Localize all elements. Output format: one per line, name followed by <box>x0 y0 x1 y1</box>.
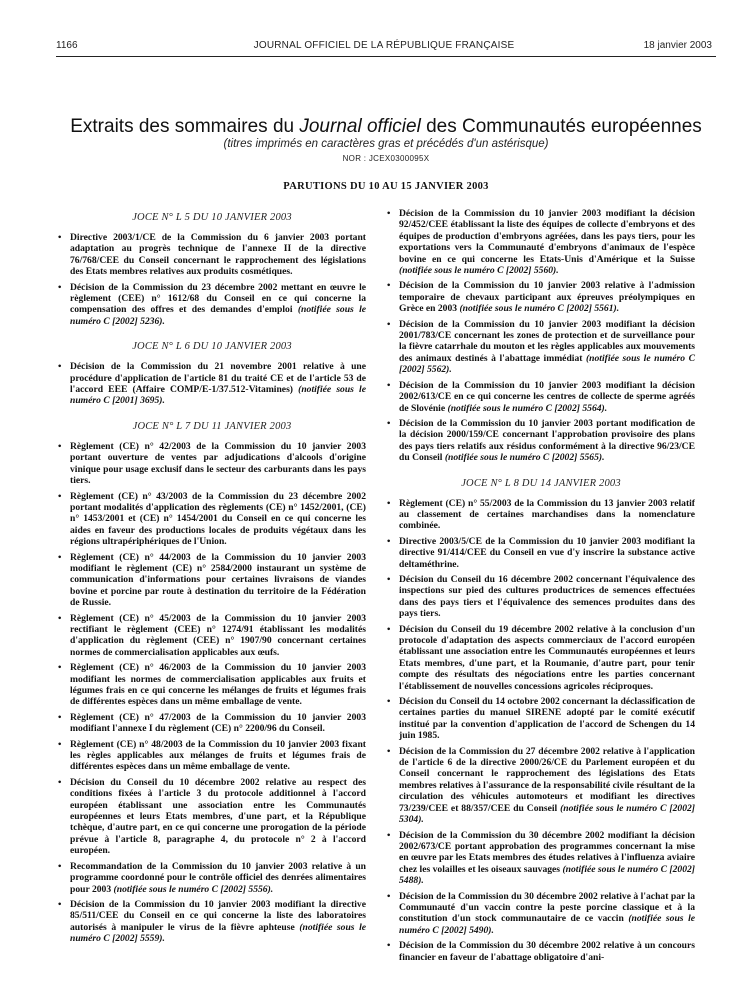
summary-entry <box>58 282 366 328</box>
entry-notification: (notifiée sous le numéro C [2002] 5565). <box>444 452 605 464</box>
entry-text: Directive 2003/5/CE de la Commission du 10 janvier 2003 modifiant la directive 91/414/CEE du Conseil en vue d'y inscrire la substance active deltaméthrine. <box>399 535 695 570</box>
right-column <box>387 208 695 967</box>
entry-notification: (notifiée sous le numéro C [2002] 5562). <box>399 352 695 376</box>
summary-entry <box>387 940 695 963</box>
summary-entry <box>387 418 695 464</box>
page-title <box>56 116 716 138</box>
summary-entry <box>387 536 695 570</box>
parutions-heading: PARUTIONS DU 10 AU 15 JANVIER 2003 <box>283 181 489 192</box>
summary-entry <box>387 746 695 826</box>
entry-text: Décision de la Commission du 10 janvier 2003 modifiant la directive 85/511/CEE du Conseil en ce qui concerne la liste des laboratoires autorisés à manipuler le virus de la fièvre aphteuse <box>70 898 366 933</box>
entry-text: Décision de la Commission du 27 décembre 2002 relative à l'application de l'article 6 de la directive 2000/26/CE du Parlement européen et du Conseil concernant le rapprochement des législations des Etats membres relatives à l'assurance de la responsabilité civile résultant de la circulation des véhicules automoteurs et modifiant les directives 73/239/CEE et 88/357/CEE du Conseil <box>399 745 695 814</box>
summary-entry <box>58 739 366 773</box>
entry-notification: (notifiée sous le numéro C [2001] 3695). <box>70 384 366 407</box>
summary-entry <box>58 361 366 407</box>
running-header <box>56 38 712 54</box>
header-rule <box>56 56 716 57</box>
summary-entry <box>387 380 695 414</box>
summary-entry <box>58 552 366 609</box>
summary-entry <box>58 613 366 659</box>
summary-entry <box>387 208 695 276</box>
joce-heading: JOCE N° L 7 DU 11 JANVIER 2003 <box>132 420 292 432</box>
entry-text: Règlement (CE) n° 43/2003 de la Commission du 23 décembre 2002 portant modalités d'application des règlements (CE) n° 1452/2001, (CE) n° 1453/2001 et (CE) n° 1454/2001 du Conseil en ce qui concerne les aides en faveur des productions locales de produits végétaux dans les régions ultrapériphériques de l'Union. <box>70 490 366 548</box>
entry-text: Décision de la Commission du 10 janvier 2003 modifiant la décision 2001/783/CE concernant les zones de protection et de surveillance pour la fièvre catarrhale du mouton et les règles applicables aux mouvements des animaux destinés à l'abattage immédiat <box>399 318 695 364</box>
entry-text: Décision du Conseil du 19 décembre 2002 relative à la conclusion d'un protocole d'adaptation des aspects commerciaux de l'accord européen établissant une association entre les Communautés européennes et leurs Etats membres, d'une part, et la Roumanie, d'autre part, pour tenir compte des résultats des négociations entre les parties concernant l'établissement de nouvelles concessions agricoles réciproques. <box>399 623 695 692</box>
page-number: 1166 <box>56 40 78 51</box>
summary-entry <box>58 491 366 548</box>
entry-text: Décision de la Commission du 23 décembre 2002 mettant en œuvre le règlement (CEE) n° 1612/68 du Conseil en ce qui concerne la compensation des offres et des demandes d'emploi <box>70 281 366 316</box>
entry-text: Règlement (CE) n° 55/2003 de la Commission du 13 janvier 2003 relatif au classement de certaines marchandises dans la nomenclature combinée. <box>399 497 695 532</box>
entry-notification: (notifiée sous le numéro C [2002] 5304). <box>399 802 695 826</box>
entry-text: Directive 2003/1/CE de la Commission du 6 janvier 2003 portant adaptation au progrès technique de l'annexe II de la directive 76/768/CEE du Conseil concernant le rapprochement des législations des Etats membres relatives aux produits cosmétiques. <box>70 232 366 278</box>
entry-notification: (notifiée sous le numéro C [2002] 5560). <box>399 265 559 277</box>
summary-entry <box>387 574 695 620</box>
summary-entry <box>58 861 366 895</box>
joce-heading: JOCE N° L 5 DU 10 JANVIER 2003 <box>132 212 292 223</box>
page-subtitle: (titres imprimés en caractères gras et précédés d'un astérisque) <box>223 138 549 150</box>
summary-entry <box>387 830 695 887</box>
joce-heading: JOCE N° L 8 DU 14 JANVIER 2003 <box>461 477 621 489</box>
entry-text: Décision de la Commission du 30 décembre 2002 relative à l'achat par la Communauté d'un vaccin contre la peste porcine classique et à la constitution d'un stock communautaire de ce vaccin <box>399 890 695 925</box>
entry-text: Décision de la Commission du 10 janvier 2003 modifiant la décision 92/452/CEE établissant la liste des équipes de collecte d'embryons et des équipes de production d'embryons agréées, dans les pays tiers, pour les exportations vers la Communauté d'embryons d'animaux de l'espèce bovine en ce qui concerne les Etats-Unis d'Amérique et la Suisse <box>399 208 695 265</box>
entry-notification: (notifiée sous le numéro C [2002] 5488). <box>399 863 696 887</box>
entry-notification: (notifiée sous le numéro C [2002] 5236). <box>70 304 366 327</box>
entry-notification: (notifiée sous le numéro C [2002] 5559). <box>70 921 366 945</box>
summary-entry <box>58 712 366 735</box>
summary-entry <box>387 696 695 742</box>
entry-text: Règlement (CE) n° 46/2003 de la Commission du 10 janvier 2003 modifiant les normes de commercialisation applicables aux fruits et légumes frais en ce qui concerne les mélanges de fruits et légumes frais de différentes espèces dans un même emballage de vente. <box>70 662 366 708</box>
entry-text: Recommandation de la Commission du 10 janvier 2003 relative à un programme coordonné pour le contrôle officiel des denrées alimentaires pour 2003 <box>70 860 366 895</box>
entry-notification: (notifiée sous le numéro C [2002] 5490). <box>399 913 695 936</box>
summary-entry <box>58 777 366 857</box>
summary-entry <box>58 662 366 708</box>
entry-text: Règlement (CE) n° 45/2003 de la Commission du 10 janvier 2003 rectifiant le règlement (CEE) n° 1274/91 établissant les modalités d'application du règlement (CEE) n° 1907/90 concernant certaines normes de commercialisation applicables aux œufs. <box>70 612 366 658</box>
summary-entry <box>58 441 366 487</box>
entry-text: Décision du Conseil du 14 octobre 2002 concernant la déclassification de certaines parties du manuel SIRENE adopté par le comité exécutif institué par la convention d'application de l'accord de Schengen du 14 juin 1985. <box>399 696 695 742</box>
joce-heading: JOCE N° L 6 DU 10 JANVIER 2003 <box>132 341 292 353</box>
entry-text: Règlement (CE) n° 44/2003 de la Commission du 10 janvier 2003 modifiant le règlement (CE) n° 2584/2000 instaurant un système de communication d'informations pour certaines livraisons de viandes bovine et porcine par route à destination du territoire de la Fédération de Russie. <box>70 551 366 609</box>
nor-reference: NOR : JCEX0300095X <box>342 154 430 163</box>
title-prefix: Extraits des sommaires du <box>70 116 300 137</box>
entry-notification: (notifiée sous le numéro C [2002] 5556). <box>113 883 274 895</box>
summary-entry <box>387 280 695 314</box>
entry-text: Règlement (CE) n° 42/2003 de la Commission du 10 janvier 2003 portant ouverture de ventes par adjudications d'alcools d'origine vinique pour usage exclusif dans le secteur des carburants dans les pays tiers. <box>70 440 366 487</box>
entry-notification: (notifiée sous le numéro C [2002] 5564). <box>447 402 608 414</box>
summary-entry <box>387 891 695 937</box>
issue-date: 18 janvier 2003 <box>643 40 712 51</box>
summary-entry <box>58 899 366 945</box>
entry-notification: (notifiée sous le numéro C [2002] 5561). <box>459 303 620 315</box>
summary-entry <box>387 319 695 376</box>
entry-text: Décision de la Commission du 10 janvier 2003 modifiant la décision 2002/613/CE en ce qui concerne les centres de collecte de sperme agréés de Slovénie <box>399 379 695 414</box>
summary-entry <box>387 624 695 692</box>
title-suffix: des Communautés européennes <box>420 116 702 137</box>
summary-entry <box>387 498 695 532</box>
entry-text: Décision de la Commission du 30 décembre 2002 relative à un concours financier en faveur de l'abattage obligatoire d'ani- <box>399 940 695 963</box>
summary-entry <box>58 232 366 278</box>
entry-text: Décision de la Commission du 21 novembre 2001 relative à une procédure d'application de l'article 81 du traité CE et de l'article 53 de l'accord EEE (Affaire COMP/E-1/37.512-Vitamines) <box>70 361 366 396</box>
title-italic: Journal officiel <box>299 116 421 137</box>
entry-text: Décision de la Commission du 10 janvier 2003 relative à l'admission temporaire de chevaux participant aux épreuves préolympiques en Grèce en 2003 <box>399 280 695 315</box>
entry-text: Décision de la Commission du 10 janvier 2003 portant modification de la décision 2000/159/CE concernant l'approbation provisoire des plans des pays tiers relatifs aux résidus conformément à la directive 96/23/CE du Conseil <box>399 417 695 464</box>
left-column <box>58 208 366 949</box>
entry-text: Décision du Conseil du 10 décembre 2002 relative au respect des conditions fixées à l'article 3 du protocole additionnel à l'accord européen établissant une association entre les Communautés européennes et leurs Etats membres, d'une part, et la République tchèque, d'autre part, en ce qui concerne une prorogation de la période prévue à l'article 8, paragraphe 4, du protocole n° 2 à l'accord européen. <box>70 776 366 857</box>
journal-title: JOURNAL OFFICIEL DE LA RÉPUBLIQUE FRANÇAISE <box>253 40 515 51</box>
entry-text: Décision du Conseil du 16 décembre 2002 concernant l'équivalence des inspections sur pied des cultures productrices de semences effectuées dans des pays tiers et l'équivalence des semences produites dans des pays tiers. <box>399 573 695 620</box>
entry-text: Règlement (CE) n° 47/2003 de la Commission du 10 janvier 2003 modifiant l'annexe I du règlement (CE) n° 2200/96 du Conseil. <box>70 711 366 735</box>
entry-text: Règlement (CE) n° 48/2003 de la Commission du 10 janvier 2003 fixant les règles applicables aux mélanges de fruits et légumes frais de différentes espèces dans un même emballage de vente. <box>70 738 366 773</box>
entry-text: Décision de la Commission du 30 décembre 2002 modifiant la décision 2002/673/CE portant approbation des programmes concernant la mise en œuvre par les Etats membres des études relatives à l'influenza aviaire chez les volailles et les oiseaux sauvages <box>399 829 695 875</box>
